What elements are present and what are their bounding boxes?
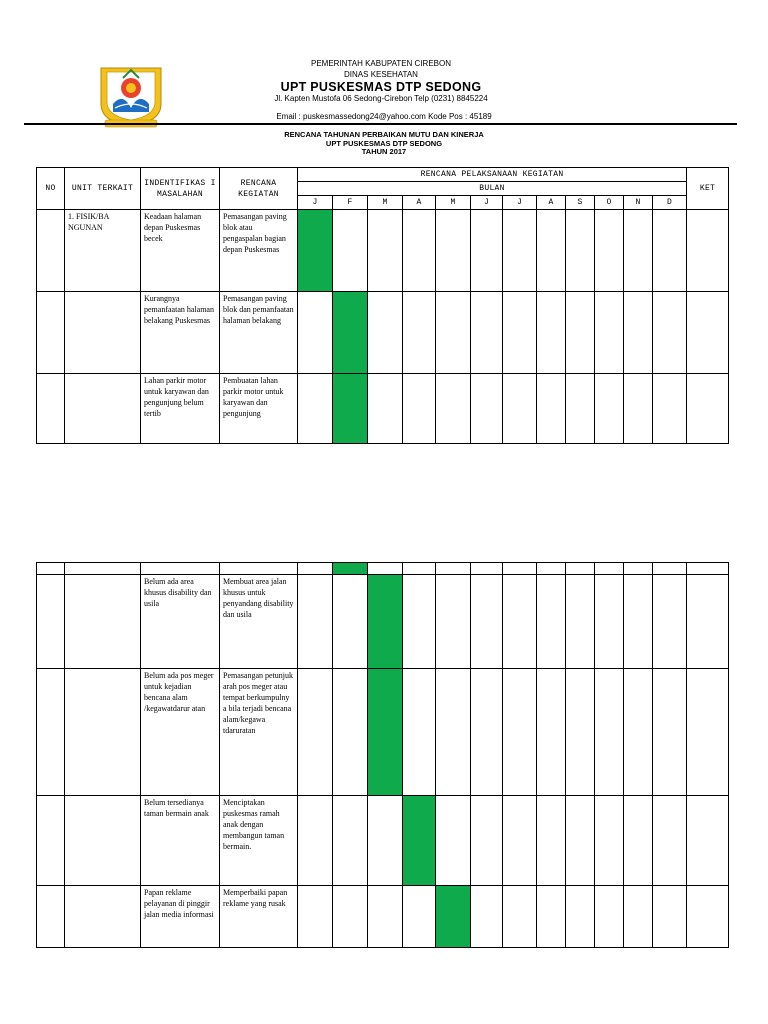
table-row [37, 575, 729, 669]
month-cell [566, 292, 595, 374]
month-cell [653, 563, 687, 575]
month-cell [624, 292, 653, 374]
month-cell [566, 669, 595, 796]
header-notes: KET [687, 168, 729, 210]
month-cell [436, 210, 471, 292]
month-cell [298, 575, 333, 669]
problem-cell: Lahan parkir motor untuk karyawan dan pengunjung belum tertib [141, 374, 220, 444]
month-cell [566, 374, 595, 444]
month-cell [471, 563, 503, 575]
month-header: O [595, 196, 624, 210]
month-cell [503, 292, 537, 374]
month-header: D [653, 196, 687, 210]
month-cell [471, 292, 503, 374]
document-year: TAHUN 2017 [361, 147, 407, 156]
row-number [37, 563, 65, 575]
header-identification: INDENTIFIKAS I MASALAHAN [141, 168, 220, 210]
unit-cell [65, 374, 141, 444]
month-cell [537, 575, 566, 669]
table-row [37, 796, 729, 886]
month-cell [403, 563, 436, 575]
month-cell [653, 292, 687, 374]
activity-cell: Pemasangan paving blok dan pemanfaatan halaman belakang [220, 292, 298, 374]
header-plan: RENCANA KEGIATAN [220, 168, 298, 210]
month-cell [368, 563, 403, 575]
activity-cell: Pemasangan paving blok atau pengaspalan bagian depan Puskesmas [220, 210, 298, 292]
institution-name: UPT PUSKESMAS DTP SEDONG [280, 80, 482, 94]
row-number [37, 669, 65, 796]
month-cell [403, 886, 436, 948]
month-cell [503, 210, 537, 292]
month-cell [503, 575, 537, 669]
plan-table [36, 167, 729, 444]
month-cell [471, 374, 503, 444]
month-header: M [368, 196, 403, 210]
government-name: PEMERINTAH KABUPATEN CIREBON [310, 59, 452, 68]
month-cell [471, 575, 503, 669]
month-cell [368, 374, 403, 444]
month-cell [595, 796, 624, 886]
notes-cell [687, 886, 729, 948]
month-cell [537, 210, 566, 292]
unit-cell [65, 563, 141, 575]
letterhead-divider [24, 123, 737, 125]
scheduled-month-cell [403, 796, 436, 886]
month-cell [403, 374, 436, 444]
month-cell [298, 292, 333, 374]
unit-cell [65, 886, 141, 948]
month-cell [566, 796, 595, 886]
month-cell [298, 374, 333, 444]
month-cell [624, 575, 653, 669]
month-cell [624, 886, 653, 948]
table-row [37, 563, 729, 575]
month-cell [436, 563, 471, 575]
notes-cell [687, 374, 729, 444]
row-number [37, 796, 65, 886]
month-cell [436, 796, 471, 886]
activity-cell: Menciptakan puskesmas ramah anak dengan membangun taman bermain. [220, 796, 298, 886]
notes-cell [687, 669, 729, 796]
month-cell [436, 374, 471, 444]
month-cell [471, 210, 503, 292]
row-number [37, 292, 65, 374]
month-cell [653, 210, 687, 292]
month-header: J [471, 196, 503, 210]
month-cell [595, 374, 624, 444]
institution-address: Jl. Kapten Mustofa 06 Sedong-Cirebon Telp (0231) 8845224 [274, 94, 488, 103]
month-cell [333, 886, 368, 948]
month-cell [537, 886, 566, 948]
month-cell [368, 886, 403, 948]
month-cell [653, 575, 687, 669]
month-cell [436, 669, 471, 796]
month-cell [368, 796, 403, 886]
notes-cell [687, 292, 729, 374]
activity-cell: Pembuatan lahan parkir motor untuk karyawan dan pengunjung [220, 374, 298, 444]
month-cell [653, 886, 687, 948]
problem-cell [141, 563, 220, 575]
problem-cell: Belum ada pos meger untuk kejadian bencana alam /kegawatdarur atan [141, 669, 220, 796]
month-cell [333, 575, 368, 669]
row-number [37, 575, 65, 669]
month-cell [436, 292, 471, 374]
row-number [37, 886, 65, 948]
month-cell [537, 292, 566, 374]
month-header: N [624, 196, 653, 210]
month-cell [595, 886, 624, 948]
table-row [37, 886, 729, 948]
problem-cell: Belum ada area khusus disability dan usila [141, 575, 220, 669]
month-cell [503, 886, 537, 948]
scheduled-month-cell [298, 210, 333, 292]
month-header: M [436, 196, 471, 210]
month-cell [298, 563, 333, 575]
month-cell [653, 374, 687, 444]
month-cell [403, 669, 436, 796]
month-cell [503, 796, 537, 886]
month-cell [566, 210, 595, 292]
notes-cell [687, 796, 729, 886]
month-cell [624, 796, 653, 886]
unit-cell [65, 669, 141, 796]
month-cell [624, 374, 653, 444]
department-name: DINAS KESEHATAN [344, 70, 418, 79]
month-cell [333, 669, 368, 796]
month-cell [566, 886, 595, 948]
month-cell [471, 886, 503, 948]
month-cell [537, 563, 566, 575]
unit-cell: 1. FISIK/BA NGUNAN [65, 210, 141, 292]
month-header: A [403, 196, 436, 210]
problem-cell: Papan reklame pelayanan di pinggir jalan media informasi [141, 886, 220, 948]
table-row [37, 669, 729, 796]
month-cell [403, 292, 436, 374]
scheduled-month-cell [333, 374, 368, 444]
scheduled-month-cell [333, 292, 368, 374]
month-cell [537, 669, 566, 796]
problem-cell: Keadaan halaman depan Puskesmas becek [141, 210, 220, 292]
scheduled-month-cell [436, 886, 471, 948]
unit-cell [65, 575, 141, 669]
month-cell [333, 796, 368, 886]
month-header: J [503, 196, 537, 210]
month-cell [503, 374, 537, 444]
month-cell [298, 886, 333, 948]
month-cell [368, 210, 403, 292]
activity-cell: Pemasangan petunjuk arah pos meger atau tempat berkumpulny a bila terjadi bencana alam/kegawa tdaruratan [220, 669, 298, 796]
month-cell [595, 292, 624, 374]
month-cell [595, 210, 624, 292]
scheduled-month-cell [333, 563, 368, 575]
unit-cell [65, 292, 141, 374]
document-subtitle: UPT PUSKESMAS DTP SEDONG [325, 139, 443, 148]
month-cell [624, 563, 653, 575]
unit-cell [65, 796, 141, 886]
month-cell [624, 669, 653, 796]
plan-table-continued [36, 562, 729, 948]
month-cell [471, 669, 503, 796]
scheduled-month-cell [368, 575, 403, 669]
month-header: S [566, 196, 595, 210]
month-cell [566, 563, 595, 575]
month-cell [503, 563, 537, 575]
month-cell [566, 575, 595, 669]
row-number [37, 210, 65, 292]
header-month-group: BULAN [298, 182, 687, 196]
month-cell [537, 796, 566, 886]
header-no: NO [37, 168, 65, 210]
month-cell [298, 796, 333, 886]
table-row [37, 210, 729, 292]
month-cell [368, 292, 403, 374]
institution-email: Email : puskesmassedong24@yahoo.com Kode Pos : 45189 [276, 112, 492, 121]
header-unit: UNIT TERKAIT [65, 168, 141, 210]
activity-cell [220, 563, 298, 575]
month-cell [595, 575, 624, 669]
month-cell [624, 210, 653, 292]
month-cell [333, 210, 368, 292]
month-cell [503, 669, 537, 796]
month-cell [653, 796, 687, 886]
row-number [37, 374, 65, 444]
month-header: A [537, 196, 566, 210]
activity-cell: Memperbaiki papan reklame yang rusak [220, 886, 298, 948]
table-row [37, 374, 729, 444]
month-cell [537, 374, 566, 444]
month-cell [653, 669, 687, 796]
problem-cell: Kurangnya pemanfaatan halaman belakang Puskesmas [141, 292, 220, 374]
table-row [37, 292, 729, 374]
month-cell [471, 796, 503, 886]
scheduled-month-cell [368, 669, 403, 796]
document-title: RENCANA TAHUNAN PERBAIKAN MUTU DAN KINERJA [284, 130, 484, 139]
month-cell [403, 210, 436, 292]
notes-cell [687, 575, 729, 669]
month-cell [298, 669, 333, 796]
month-cell [436, 575, 471, 669]
month-header: J [298, 196, 333, 210]
month-header: F [333, 196, 368, 210]
notes-cell [687, 210, 729, 292]
month-cell [595, 669, 624, 796]
month-cell [403, 575, 436, 669]
problem-cell: Belum tersedianya taman bermain anak [141, 796, 220, 886]
notes-cell [687, 563, 729, 575]
month-cell [595, 563, 624, 575]
activity-cell: Membuat area jalan khusus untuk penyandang disability dan usila [220, 575, 298, 669]
header-schedule: RENCANA PELAKSANAAN KEGIATAN [298, 168, 687, 182]
